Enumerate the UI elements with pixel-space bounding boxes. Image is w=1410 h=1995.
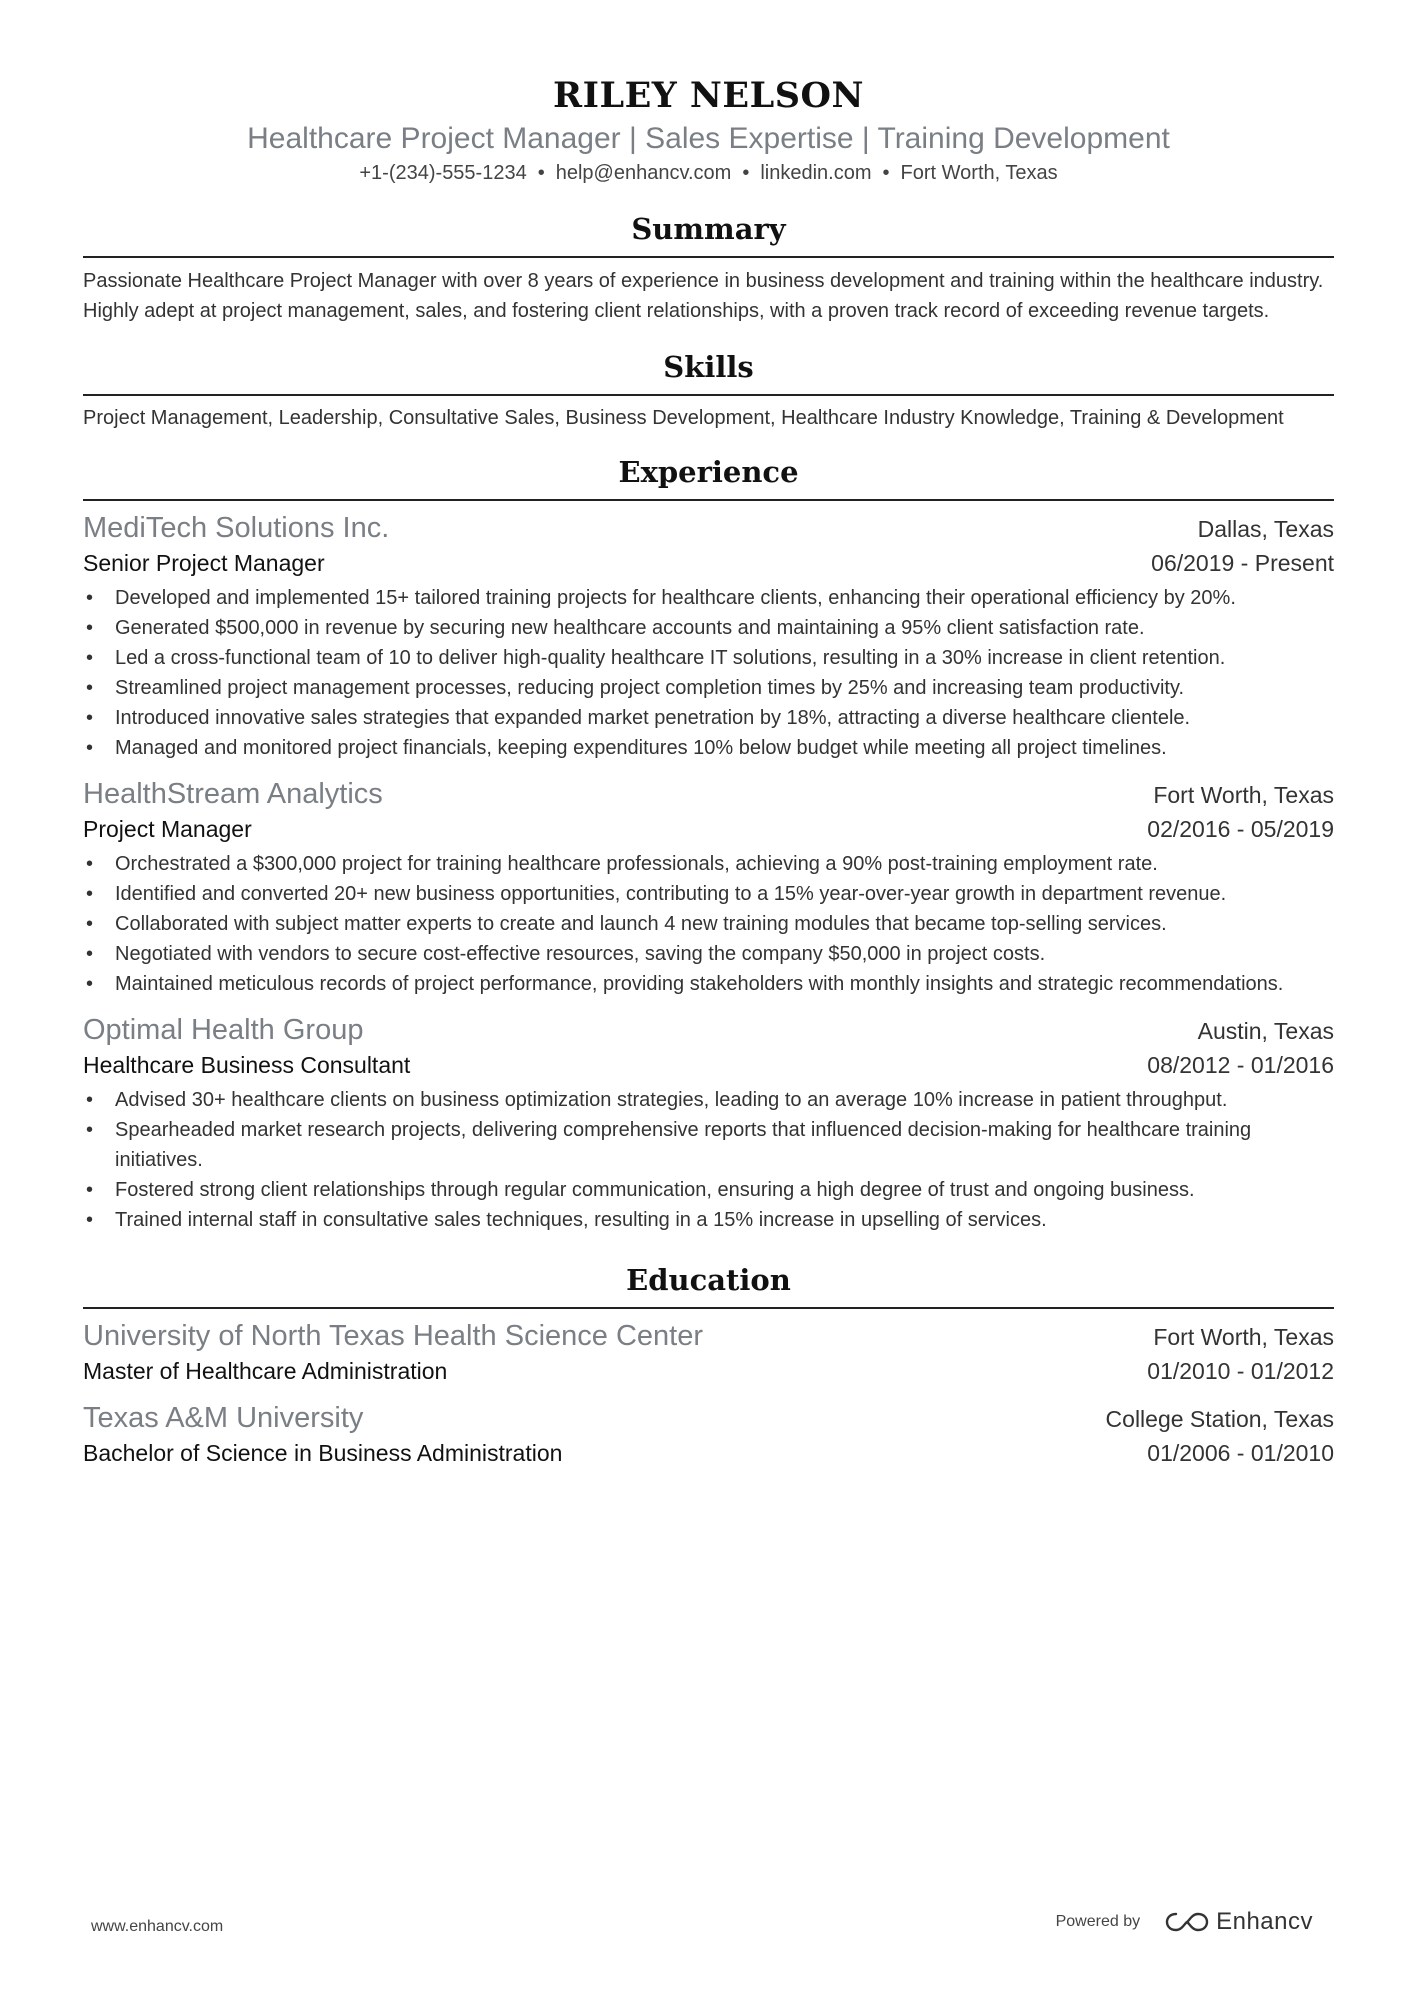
contact-separator: • (742, 162, 750, 184)
education-section (83, 1261, 1334, 1469)
section-divider (83, 1307, 1334, 1309)
job-dates: 06/2019 - Present (1151, 550, 1334, 576)
job-bullets (83, 1085, 1334, 1235)
bullet-item: • Led a cross-functional team of 10 to deliver high-quality healthcare IT solutions, resulting in a 30% increase in client retention. (83, 643, 1334, 673)
degree: Master of Healthcare Administration (83, 1358, 448, 1384)
summary-text: Passionate Healthcare Project Manager with over 8 years of experience in business development and training within the healthcare industry. Highly adept at project management, sales, and fostering client relationships, with a proven track record of exceeding revenue targets. (83, 270, 1324, 322)
job-location: Dallas, Texas (1197, 516, 1334, 542)
bullet-item: • Introduced innovative sales strategies that expanded market penetration by 18%, attracting a diverse healthcare clientele. (83, 703, 1334, 733)
experience-section (83, 453, 1334, 1235)
summary-section (83, 210, 1334, 326)
candidate-name: RILEY NELSON (553, 75, 864, 116)
enhancv-infinity-logo-icon (1164, 1910, 1210, 1934)
section-divider (83, 256, 1334, 258)
enhancv-logo[interactable] (1164, 1908, 1313, 1936)
footer-branding (1056, 1908, 1313, 1936)
bullet-item: • Generated $500,000 in revenue by securing new healthcare accounts and maintaining a 95% client satisfaction rate. (83, 613, 1334, 643)
candidate-title: Healthcare Project Manager | Sales Expertise | Training Development (247, 122, 1170, 155)
contact-separator: • (537, 162, 545, 184)
job-role: Senior Project Manager (83, 550, 325, 576)
bullet-item: • Developed and implemented 15+ tailored training projects for healthcare clients, enhancing their operational efficiency by 20%. (83, 583, 1334, 613)
section-divider (83, 394, 1334, 396)
education-dates: 01/2006 - 01/2010 (1147, 1440, 1334, 1466)
job-location: Fort Worth, Texas (1153, 782, 1334, 808)
school-name: University of North Texas Health Science Center (83, 1320, 704, 1352)
school-location: College Station, Texas (1105, 1406, 1334, 1432)
section-divider (83, 499, 1334, 501)
contact-email[interactable]: help@enhancv.com (555, 162, 732, 184)
bullet-item: • Trained internal staff in consultative sales techniques, resulting in a 15% increase in upselling of services. (83, 1205, 1334, 1235)
bullet-item: • Streamlined project management processes, reducing project completion times by 25% and increasing team productivity. (83, 673, 1334, 703)
bullet-item: • Fostered strong client relationships through regular communication, ensuring a high degree of trust and ongoing business. (83, 1175, 1334, 1205)
job-role: Healthcare Business Consultant (83, 1052, 411, 1078)
skills-section (83, 348, 1334, 431)
education-entry (83, 1399, 1334, 1469)
summary-heading: Summary (631, 212, 786, 246)
job-bullets (83, 849, 1334, 999)
resume-header (83, 0, 1334, 187)
experience-entry (83, 775, 1334, 999)
bullet-item: • Identified and converted 20+ new business opportunities, contributing to a 15% year-over-year growth in department revenue. (83, 879, 1334, 909)
company-name: Optimal Health Group (83, 1014, 364, 1046)
job-role: Project Manager (83, 816, 252, 842)
skills-text: Project Management, Leadership, Consultative Sales, Business Development, Healthcare Industry Knowledge, Training & Development (83, 407, 1284, 429)
bullet-item: • Collaborated with subject matter experts to create and launch 4 new training modules that became top-selling services. (83, 909, 1334, 939)
school-location: Fort Worth, Texas (1153, 1324, 1334, 1350)
contact-location: Fort Worth, Texas (900, 162, 1058, 184)
job-dates: 08/2012 - 01/2016 (1147, 1052, 1334, 1078)
education-dates: 01/2010 - 01/2012 (1147, 1358, 1334, 1384)
footer-website[interactable]: www.enhancv.com (91, 1918, 224, 1935)
job-dates: 02/2016 - 05/2019 (1147, 816, 1334, 842)
contact-linkedin[interactable]: linkedin.com (760, 162, 872, 184)
contact-line (83, 159, 1334, 187)
experience-heading: Experience (618, 455, 799, 489)
bullet-item: • Spearheaded market research projects, delivering comprehensive reports that influenced decision-making for healthcare training initiatives. (83, 1115, 1334, 1175)
education-heading: Education (626, 1263, 791, 1297)
school-name: Texas A&M University (83, 1402, 364, 1434)
job-bullets (83, 583, 1334, 763)
bullet-item: • Negotiated with vendors to secure cost-effective resources, saving the company $50,000 in project costs. (83, 939, 1334, 969)
resume-page (83, 0, 1334, 1469)
bullet-item: • Maintained meticulous records of project performance, providing stakeholders with monthly insights and strategic recommendations. (83, 969, 1334, 999)
brand-name: Enhancv (1216, 1908, 1313, 1935)
bullet-item: • Orchestrated a $300,000 project for training healthcare professionals, achieving a 90% post-training employment rate. (83, 849, 1334, 879)
contact-phone: +1-(234)-555-1234 (359, 162, 527, 184)
bullet-item: • Managed and monitored project financials, keeping expenditures 10% below budget while meeting all project timelines. (83, 733, 1334, 763)
contact-separator: • (882, 162, 890, 184)
experience-entry (83, 509, 1334, 763)
experience-entry (83, 1011, 1334, 1235)
degree: Bachelor of Science in Business Administration (83, 1440, 563, 1466)
skills-heading: Skills (663, 350, 754, 384)
powered-by-label: Powered by (1055, 1913, 1141, 1930)
company-name: MediTech Solutions Inc. (83, 512, 390, 544)
bullet-item: • Advised 30+ healthcare clients on business optimization strategies, leading to an average 10% increase in patient throughput. (83, 1085, 1334, 1115)
company-name: HealthStream Analytics (83, 778, 383, 810)
job-location: Austin, Texas (1197, 1018, 1334, 1044)
education-entry (83, 1317, 1334, 1387)
